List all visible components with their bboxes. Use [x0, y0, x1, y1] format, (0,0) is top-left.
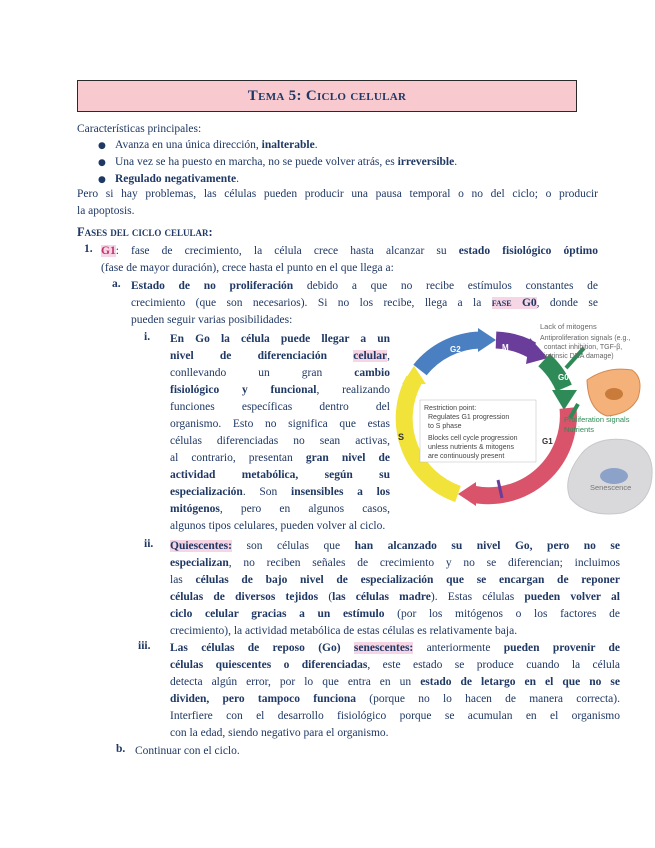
item-a-line-2: crecimiento (que son necesarios). Si no los recibe, llega a la fase G0, donde se — [131, 297, 598, 309]
list-marker-b: b. — [116, 743, 126, 755]
phase-g1-label: G1 — [542, 437, 553, 446]
g1-arrow — [458, 482, 476, 506]
intro-bullet-2: Una vez se ha puesto en marcha, no se puede volver atrás, es irreversible. — [115, 156, 458, 168]
phase-m-label: M — [502, 343, 509, 352]
nutrients-label: Nutrients — [564, 425, 595, 434]
restriction-line-5: unless nutrients & mitogens — [428, 444, 514, 451]
restriction-line-2: Regulates G1 progression — [428, 414, 510, 421]
list-marker-ii: ii. — [144, 538, 154, 550]
item-iii-block: Las células de reposo (Go) senescentes: anteriormente pueden provenir de células quiescentes o diferenciadas, este estado se produce cuando la célula detecta algún error, por lo que entra en un estado de letargo en el que no se dividen, pero tampoco funciona (porque no lo hacen de manera correcta). Interfiere con el desarrollo fisiológico porque se acumulan en el organismo con la edad, siendo negativo para el organismo. — [170, 642, 621, 739]
bullet-dot: ● — [98, 158, 106, 168]
phase-s-label: S — [398, 432, 405, 442]
list-marker-a: a. — [112, 278, 121, 290]
restriction-line-3: to S phase — [428, 423, 462, 430]
item-a-line-3: pueden seguir varias posibilidades: — [131, 314, 293, 326]
senescent-nucleus — [600, 468, 628, 484]
g0-arrow — [552, 390, 577, 410]
title-box — [77, 80, 577, 112]
list-marker-1: 1. — [84, 243, 93, 255]
item-1-line-1: G1: fase de crecimiento, la célula crece hasta alcanzar su estado fisiológico óptimo — [101, 245, 598, 257]
item-a-line-1: Estado de no proliferación debido a que no recibe estímulos constantes de — [131, 280, 598, 292]
differentiated-nucleus — [605, 388, 623, 400]
item-1-line-2: (fase de mayor duración), crece hasta el punto en el que llega a: — [101, 262, 394, 274]
item-b-text: Continuar con el ciclo. — [135, 745, 240, 757]
prolif-signals-label: Proliferation signals — [564, 415, 630, 424]
antiprolif-line-3: intrinsic DNA damage) — [544, 353, 614, 360]
section-heading: Fases del ciclo celular: — [77, 225, 213, 239]
restriction-line-1: Restriction point: — [424, 405, 477, 412]
g2-arrow — [478, 328, 496, 352]
intro-heading: Características principales: — [77, 123, 202, 135]
bullet-dot: ● — [98, 175, 106, 185]
antiprolif-line-1: Antiproliferation signals (e.g., — [540, 335, 631, 342]
phase-g2-label: G2 — [450, 345, 461, 354]
bullet-dot: ● — [98, 141, 106, 151]
intro-para-line-2: la apoptosis. — [77, 205, 135, 217]
restriction-line-6: are continuously present — [428, 453, 505, 460]
list-marker-i: i. — [144, 331, 151, 343]
intro-para-line-1: Pero si hay problemas, las células pueden producir una pausa temporal o no del ciclo; o producir — [77, 188, 598, 200]
intro-bullet-1: Avanza en una única dirección, inalterable. — [115, 139, 318, 151]
intro-bullet-3: Regulado negativamente. — [115, 173, 239, 185]
restriction-line-4: Blocks cell cycle progression — [428, 435, 518, 442]
cell-cycle-diagram — [392, 318, 654, 523]
item-i-block: En Go la célula puede llegar a un nivel de diferenciación celular, conllevando un gran cambio fisiológico y funcional, realizando funciones específicas dentro del organismo. Esto no significa que estas células diferenciadas no sean activas, al contrario, presentan gran nivel de actividad metabólica, según su especialización. Son insensibles a los mitógenos, pero en algunos casos, algunos tipos celulares, pueden volver al ciclo. — [170, 333, 391, 532]
lack-mitogens-label: Lack of mitogens — [540, 322, 597, 331]
antiprolif-line-2: contact inhibition, TGF-β, — [544, 344, 623, 351]
list-marker-iii: iii. — [138, 640, 151, 652]
phase-g0-label: G0 — [558, 373, 569, 382]
item-ii-block: Quiescentes: son células que han alcanzado su nivel Go, pero no se especializan, no reciben señales de crecimiento y no se diferencian; incluimos las células de bajo nivel de especialización que se encargan de reponer células de diversos tejidos (las células madre). Estas células pueden volver al ciclo celular gracias a un estímulo (por los mitógenos o los factores de crecimiento), la actividad metabólica de estas células es relativamente baja. — [170, 540, 620, 637]
page-title: Tema 5: Ciclo celular — [247, 87, 407, 104]
senescence-label: Senescence — [590, 483, 632, 492]
